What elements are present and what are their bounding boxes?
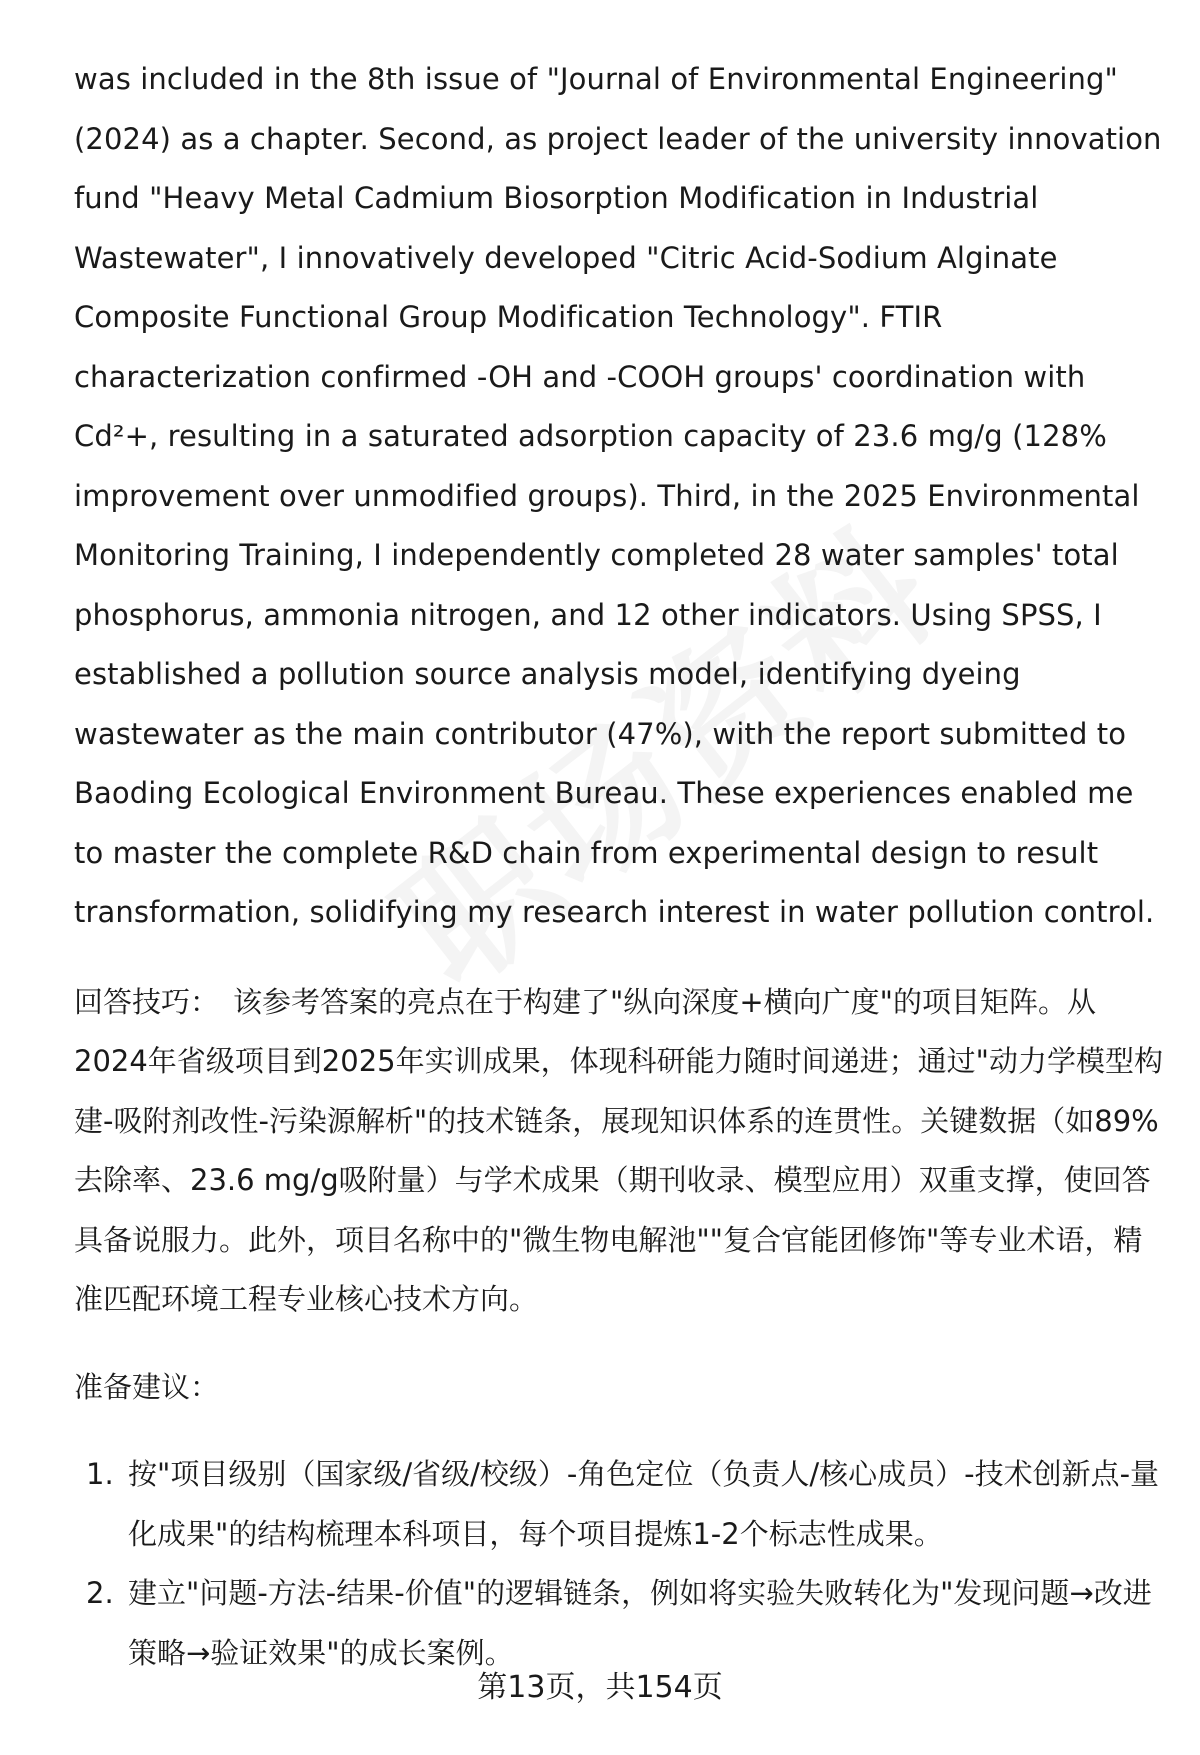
preparation-list [74,1445,1164,1683]
answer-tips-paragraph [74,973,1164,1330]
english-paragraph: was included in the 8th issue of "Journal of Environmental Engineering" (2024) as a chapter. Second, as project leader of the university innovation fund "Heavy Metal Cadmium Biosorption Modification in Industrial Wastewater", I innovatively developed "Citric Acid-Sodium Alginate Composite Functional Group Modification Technology". FTIR characterization confirmed -OH and -COOH groups' coordination with Cd²+, resulting in a saturated adsorption capacity of 23.6 mg/g (128% improvement over unmodified groups). Third, in the 2025 Environmental Monitoring Training, I independently completed 28 water samples' total phosphorus, ammonia nitrogen, and 12 other indicators. Using SPSS, I established a pollution source analysis model, identifying dyeing wastewater as the main contributor (47%), with the report submitted to Baoding Ecological Environment Bureau. These experiences enabled me to master the complete R&D chain from experimental design to result transformation, solidifying my research interest in water pollution control. [74,62,1162,929]
document-page [74,50,1164,1683]
answer-tips-text: 该参考答案的亮点在于构建了"纵向深度+横向广度"的项目矩阵。从2024年省级项目到2025年实训成果，体现科研能力随时间递进；通过"动力学模型构建-吸附剂改性-污染源解析"的技术链条，展现知识体系的连贯性。关键数据（如89%去除率、23.6 mg/g吸附量）与学术成果（期刊收录、模型应用）双重支撑，使回答具备说服力。此外，项目名称中的"微生物电解池""复合官能团修饰"等专业术语，精准匹配环境工程专业核心技术方向。 [74,984,1163,1316]
list-item-number: 1. [86,1457,114,1491]
list-item [74,1564,1164,1683]
preparation-heading: 准备建议： [74,1369,220,1404]
list-item-number: 2. [86,1576,114,1610]
list-item-text: 按"项目级别（国家级/省级/校级）-角色定位（负责人/核心成员）-技术创新点-量化成果"的结构梳理本科项目，每个项目提炼1-2个标志性成果。 [128,1457,1160,1551]
answer-tips-label: 回答技巧： [74,984,220,1019]
list-item-text: 建立"问题-方法-结果-价值"的逻辑链条，例如将实验失败转化为"发现问题→改进策略→验证效果"的成长案例。 [128,1576,1152,1670]
list-item [74,1445,1164,1564]
page-number-footer: 第13页，共154页 [477,1670,723,1705]
